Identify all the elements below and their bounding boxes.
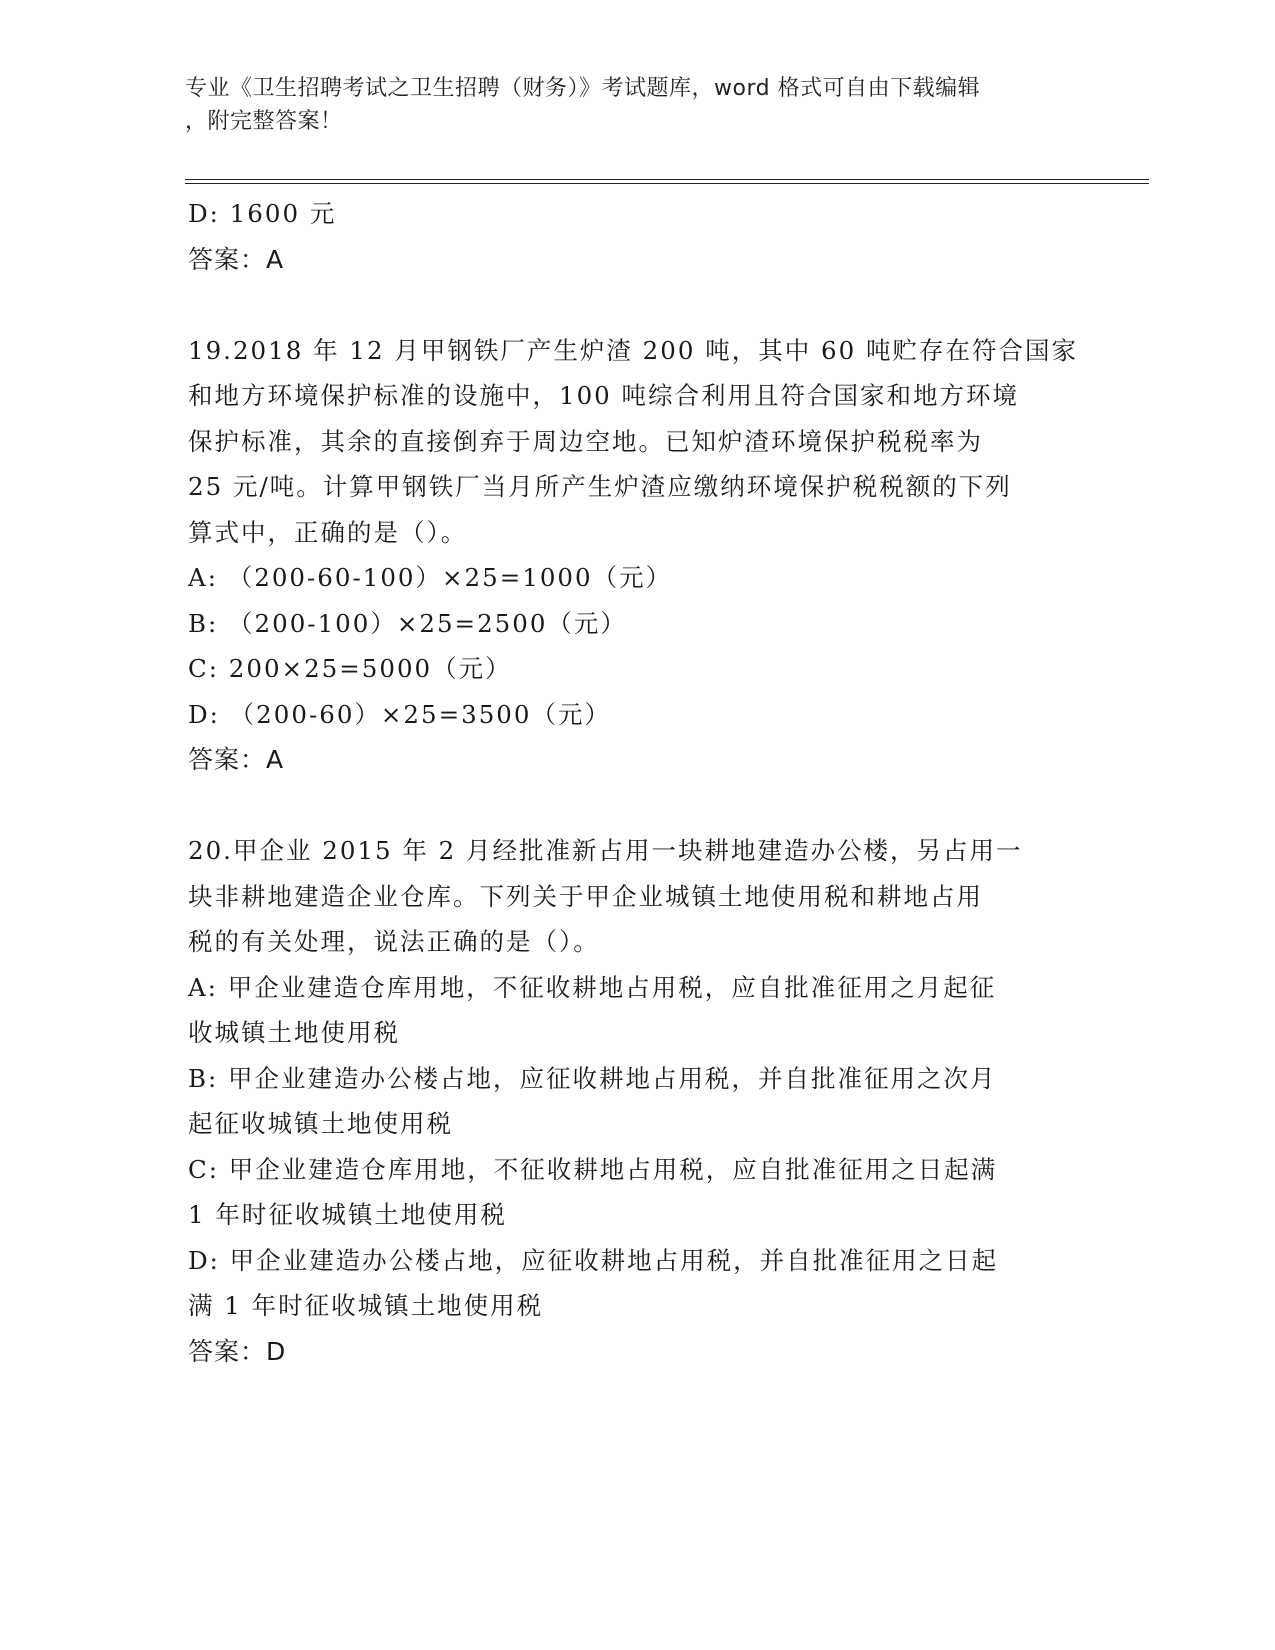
question-text-line: 和地方环境保护标准的设施中，100 吨综合利用且符合国家和地方环境 bbox=[188, 381, 1020, 410]
question-19 bbox=[188, 328, 1088, 783]
question-20 bbox=[188, 828, 1088, 1374]
option-c: C: 200×25=5000（元） bbox=[188, 654, 512, 683]
question-text-line: 20.甲企业 2015 年 2 月经批准新占用一块耕地建造办公楼，另占用一 bbox=[188, 836, 1023, 865]
option-d: D: （200-60）×25=3500（元） bbox=[188, 699, 611, 729]
answer-label: 答案：D bbox=[188, 1336, 287, 1366]
option-b: B: 甲企业建造办公楼占地，应征收耕地占用税，并自批准征用之次月 bbox=[188, 1063, 997, 1093]
question-text-line: 算式中，正确的是（）。 bbox=[188, 517, 468, 547]
question-text-line: 25 元/吨。计算甲钢铁厂当月所产生炉渣应缴纳环境保护税税额的下列 bbox=[188, 472, 1012, 501]
question-text-line: 19.2018 年 12 月甲钢铁厂产生炉渣 200 吨，其中 60 吨贮存在符合国家 bbox=[188, 335, 1078, 365]
spacer bbox=[188, 783, 1088, 829]
document-body bbox=[188, 191, 1088, 1374]
question-text-line: 块非耕地建造企业仓库。下列关于甲企业城镇土地使用税和耕地占用 bbox=[188, 881, 983, 911]
prev-question bbox=[188, 191, 1088, 282]
option-a: A: 甲企业建造仓库用地，不征收耕地占用税，应自批准征用之月起征 bbox=[188, 972, 997, 1002]
option-c-continued: 1 年时征收城镇土地使用税 bbox=[188, 1200, 507, 1229]
option-a-continued: 收城镇土地使用税 bbox=[188, 1018, 400, 1047]
document-header bbox=[185, 72, 1085, 138]
option-b-continued: 起征收城镇土地使用税 bbox=[188, 1109, 453, 1138]
header-line: 专业《卫生招聘考试之卫生招聘（财务）》考试题库，word 格式可自由下载编辑 bbox=[185, 76, 981, 101]
option-d: D: 1600 元 bbox=[188, 199, 337, 228]
option-d-continued: 满 1 年时征收城镇土地使用税 bbox=[188, 1291, 544, 1320]
answer-label: 答案：A bbox=[188, 745, 285, 774]
header-divider bbox=[185, 183, 1149, 184]
header-divider bbox=[185, 179, 1149, 180]
spacer bbox=[188, 282, 1088, 328]
option-b: B: （200-100）×25=2500（元） bbox=[188, 608, 627, 638]
question-text-line: 保护标准，其余的直接倒弃于周边空地。已知炉渣环境保护税税率为 bbox=[188, 426, 983, 456]
question-text-line: 税的有关处理，说法正确的是（）。 bbox=[188, 927, 600, 956]
answer-label: 答案：A bbox=[188, 244, 285, 274]
header-line: ，附完整答案！ bbox=[185, 109, 343, 134]
option-a: A: （200-60-100）×25=1000（元） bbox=[188, 563, 673, 592]
option-d: D: 甲企业建造办公楼占地，应征收耕地占用税，并自批准征用之日起 bbox=[188, 1245, 999, 1275]
option-c: C: 甲企业建造仓库用地，不征收耕地占用税，应自批准征用之日起满 bbox=[188, 1154, 998, 1184]
